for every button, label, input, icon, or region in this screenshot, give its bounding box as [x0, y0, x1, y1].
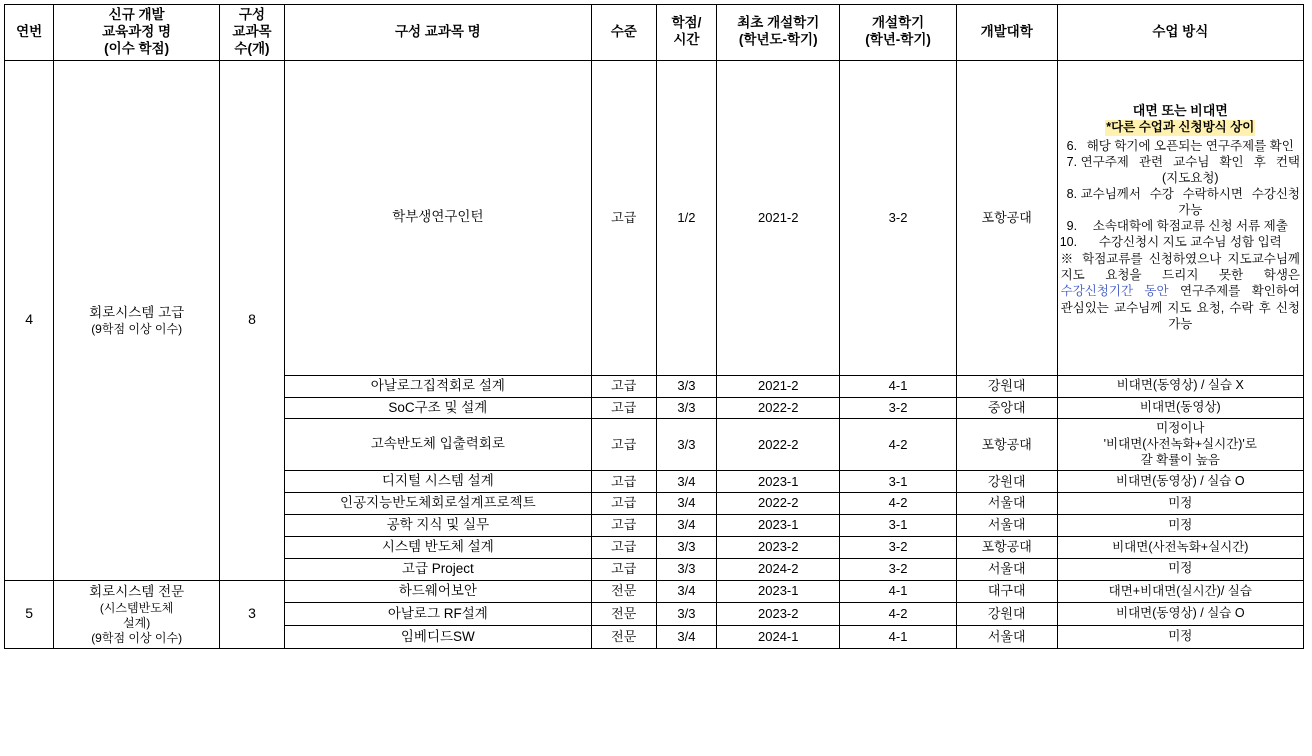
cell-university: 서울대 [956, 493, 1057, 515]
cell-open-term: 4-2 [840, 419, 956, 471]
cell-course-name: 하드웨어보안 [284, 580, 591, 603]
cell-open-term: 4-1 [840, 626, 956, 649]
cell-level: 전문 [591, 626, 656, 649]
cell-program [54, 60, 220, 580]
cell-level: 고급 [591, 536, 656, 558]
cell-open-term: 3-1 [840, 515, 956, 537]
cell-class-method: 미정 [1057, 626, 1303, 649]
cell-credit: 3/4 [656, 580, 716, 603]
cell-university: 중앙대 [956, 397, 1057, 419]
cell-open-term: 4-1 [840, 375, 956, 397]
header-course-count: 구성 교과목 수(개) [220, 5, 285, 61]
cell-course-name: 고속반도체 입출력회로 [284, 419, 591, 471]
method-step-list [1061, 138, 1300, 250]
cell-level: 고급 [591, 60, 656, 375]
cell-first-term: 2022-2 [717, 397, 840, 419]
method-highlight-note: *다른 수업과 신청방식 상이 [1106, 120, 1255, 135]
header-class-method: 수업 방식 [1057, 5, 1303, 61]
cell-open-term: 3-2 [840, 558, 956, 580]
cell-class-method: 비대면(사전녹화+실시간) [1057, 536, 1303, 558]
cell-program [54, 580, 220, 648]
cell-course-name: 아날로그 RF설계 [284, 603, 591, 626]
cell-credit: 3/4 [656, 515, 716, 537]
cell-course-name: 시스템 반도체 설계 [284, 536, 591, 558]
cell-level: 고급 [591, 397, 656, 419]
method-step: 9. 소속대학에 학점교류 신청 서류 제출 [1081, 218, 1300, 234]
header-course-name: 구성 교과목 명 [284, 5, 591, 61]
cell-first-term: 2024-2 [717, 558, 840, 580]
cell-open-term: 3-1 [840, 471, 956, 493]
header-first-term: 최초 개설학기 (학년도-학기) [717, 5, 840, 61]
method-tail-suffix: 연구주제를 확인하여 관심있는 교수님께 지도 요청, 수락 후 신청 가능 [1060, 284, 1300, 331]
cell-university: 포항공대 [956, 419, 1057, 471]
cell-level: 고급 [591, 558, 656, 580]
cell-credit: 1/2 [656, 60, 716, 375]
cell-class-method: 미정 [1057, 493, 1303, 515]
cell-class-method: 미정 [1057, 558, 1303, 580]
program-credit-note: (9학점 이상 이수) [91, 321, 183, 336]
program-sub-2: 설계) [123, 615, 151, 630]
cell-credit: 3/4 [656, 471, 716, 493]
cell-level: 고급 [591, 515, 656, 537]
cell-open-term: 3-2 [840, 60, 956, 375]
cell-first-term: 2023-1 [717, 471, 840, 493]
header-open-term: 개설학기 (학년-학기) [840, 5, 956, 61]
table-header-row [5, 5, 1304, 61]
cell-first-term: 2021-2 [717, 60, 840, 375]
cell-first-term: 2023-1 [717, 580, 840, 603]
cell-open-term: 4-2 [840, 603, 956, 626]
method-title: 대면 또는 비대면 [1132, 103, 1228, 119]
cell-first-term: 2021-2 [717, 375, 840, 397]
cell-course-name: 고급 Project [284, 558, 591, 580]
cell-level: 고급 [591, 471, 656, 493]
cell-first-term: 2023-2 [717, 603, 840, 626]
cell-credit: 3/3 [656, 558, 716, 580]
cell-open-term: 3-2 [840, 536, 956, 558]
cell-first-term: 2022-2 [717, 419, 840, 471]
cell-university: 서울대 [956, 626, 1057, 649]
cell-credit: 3/3 [656, 419, 716, 471]
header-level: 수준 [591, 5, 656, 61]
cell-course-name: 학부생연구인턴 [284, 60, 591, 375]
program-name: 회로시스템 전문 [89, 583, 185, 599]
cell-course-name: 아날로그집적회로 설계 [284, 375, 591, 397]
cell-university: 포항공대 [956, 536, 1057, 558]
cell-class-method-detailed [1057, 60, 1303, 375]
cell-class-method: 미정 [1057, 515, 1303, 537]
curriculum-table [4, 4, 1304, 649]
method-step: 7. 연구주제 관련 교수님 확인 후 컨택(지도요청) [1081, 154, 1300, 186]
cell-credit: 3/3 [656, 397, 716, 419]
cell-university: 강원대 [956, 375, 1057, 397]
cell-level: 전문 [591, 580, 656, 603]
cell-university: 대구대 [956, 580, 1057, 603]
cell-first-term: 2024-1 [717, 626, 840, 649]
cell-course-name: 임베디드SW [284, 626, 591, 649]
program-credit-note: (9학점 이상 이수) [91, 630, 183, 645]
cell-no: 4 [5, 60, 54, 580]
cell-credit: 3/3 [656, 603, 716, 626]
cell-first-term: 2023-1 [717, 515, 840, 537]
cell-open-term: 3-2 [840, 397, 956, 419]
header-no: 연번 [5, 5, 54, 61]
cell-class-method: 비대면(동영상) / 실습 O [1057, 603, 1303, 626]
cell-no: 5 [5, 580, 54, 648]
table-row [5, 580, 1304, 603]
cell-class-method: 비대면(동영상) / 실습 X [1057, 375, 1303, 397]
header-university: 개발대학 [956, 5, 1057, 61]
method-tail-note [1061, 251, 1300, 332]
method-tail-prefix: ※ 학점교류를 신청하였으나 지도교수님께 지도 요청을 드리지 못한 학생은 [1060, 251, 1300, 283]
cell-class-method: 대면+비대면(실시간)/ 실습 [1057, 580, 1303, 603]
cell-credit: 3/4 [656, 626, 716, 649]
method-step: 8. 교수님께서 수강 수락하시면 수강신청 가능 [1081, 186, 1300, 218]
cell-first-term: 2022-2 [717, 493, 840, 515]
cell-university: 강원대 [956, 603, 1057, 626]
cell-course-name: SoC구조 및 설계 [284, 397, 591, 419]
cell-university: 서울대 [956, 515, 1057, 537]
cell-class-method: 비대면(동영상) [1057, 397, 1303, 419]
header-credit-hours: 학점/ 시간 [656, 5, 716, 61]
table-row [5, 60, 1304, 375]
method-step: 10. 수강신청시 지도 교수님 성함 입력 [1081, 234, 1300, 250]
cell-credit: 3/3 [656, 536, 716, 558]
cell-level: 고급 [591, 375, 656, 397]
cell-credit: 3/3 [656, 375, 716, 397]
cell-course-name: 인공지능반도체회로설계프로젝트 [284, 493, 591, 515]
method-tail-highlight: 수강신청기간 동안 [1060, 284, 1169, 299]
cell-first-term: 2023-2 [717, 536, 840, 558]
cell-level: 고급 [591, 493, 656, 515]
cell-course-count: 8 [220, 60, 285, 580]
cell-level: 고급 [591, 419, 656, 471]
cell-open-term: 4-1 [840, 580, 956, 603]
cell-level: 전문 [591, 603, 656, 626]
cell-class-method: 미정이나 '비대면(사전녹화+실시간)'로 갈 확률이 높음 [1057, 419, 1303, 471]
cell-university: 강원대 [956, 471, 1057, 493]
cell-class-method: 비대면(동영상) / 실습 O [1057, 471, 1303, 493]
cell-credit: 3/4 [656, 493, 716, 515]
cell-university: 서울대 [956, 558, 1057, 580]
cell-open-term: 4-2 [840, 493, 956, 515]
program-name: 회로시스템 고급 [89, 304, 185, 320]
cell-course-name: 공학 지식 및 실무 [284, 515, 591, 537]
cell-course-count: 3 [220, 580, 285, 648]
header-program-name: 신규 개발 교육과정 명 (이수 학점) [54, 5, 220, 61]
cell-course-name: 디지털 시스템 설계 [284, 471, 591, 493]
program-sub-1: (시스템반도체 [99, 600, 174, 615]
method-step: 6. 해당 학기에 오픈되는 연구주제를 확인 [1081, 138, 1300, 154]
cell-university: 포항공대 [956, 60, 1057, 375]
